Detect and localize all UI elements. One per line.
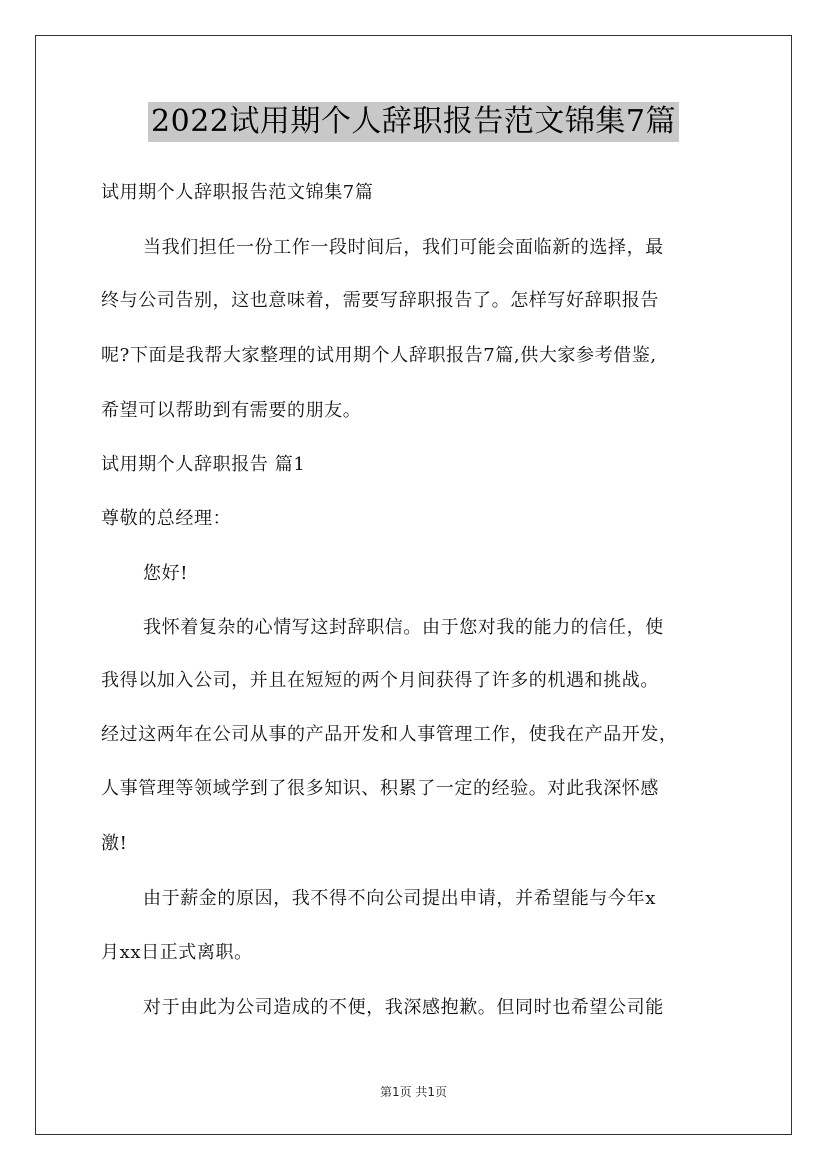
paragraph-line: 由于薪金的原因，我不得不向公司提出申请，并希望能与今年x [143, 888, 656, 909]
page-footer: 第1页 共1页 [379, 1085, 448, 1099]
document-title: 2022试用期个人辞职报告范文锦集7篇 [148, 102, 679, 142]
paragraph-line: 呢?下面是我帮大家整理的试用期个人辞职报告7篇,供大家参考借鉴, [101, 345, 657, 366]
section-heading: 试用期个人辞职报告 篇1 [101, 454, 306, 475]
salutation: 尊敬的总经理： [101, 508, 232, 529]
paragraph-line: 激! [101, 833, 128, 854]
paragraph-line: 希望可以帮助到有需要的朋友。 [101, 400, 362, 421]
paragraph-line: 当我们担任一份工作一段时间后，我们可能会面临新的选择，最 [143, 237, 664, 258]
greeting: 您好! [143, 563, 189, 584]
paragraph-line: 我怀着复杂的心情写这封辞职信。由于您对我的能力的信任，使 [143, 617, 664, 638]
paragraph-line: 终与公司告别，这也意味着，需要写辞职报告了。怎样写好辞职报告 [101, 290, 659, 311]
title-container [0, 102, 827, 142]
subtitle-line: 试用期个人辞职报告范文锦集7篇 [101, 182, 374, 203]
paragraph-line: 月xx日正式离职。 [101, 942, 253, 963]
paragraph-line: 对于由此为公司造成的不便，我深感抱歉。但同时也希望公司能 [143, 997, 664, 1018]
paragraph-line: 人事管理等领域学到了很多知识、积累了一定的经验。对此我深怀感 [101, 778, 659, 799]
paragraph-line: 经过这两年在公司从事的产品开发和人事管理工作，使我在产品开发， [101, 724, 678, 745]
paragraph-line: 我得以加入公司，并且在短短的两个月间获得了许多的机遇和挑战。 [101, 670, 659, 691]
